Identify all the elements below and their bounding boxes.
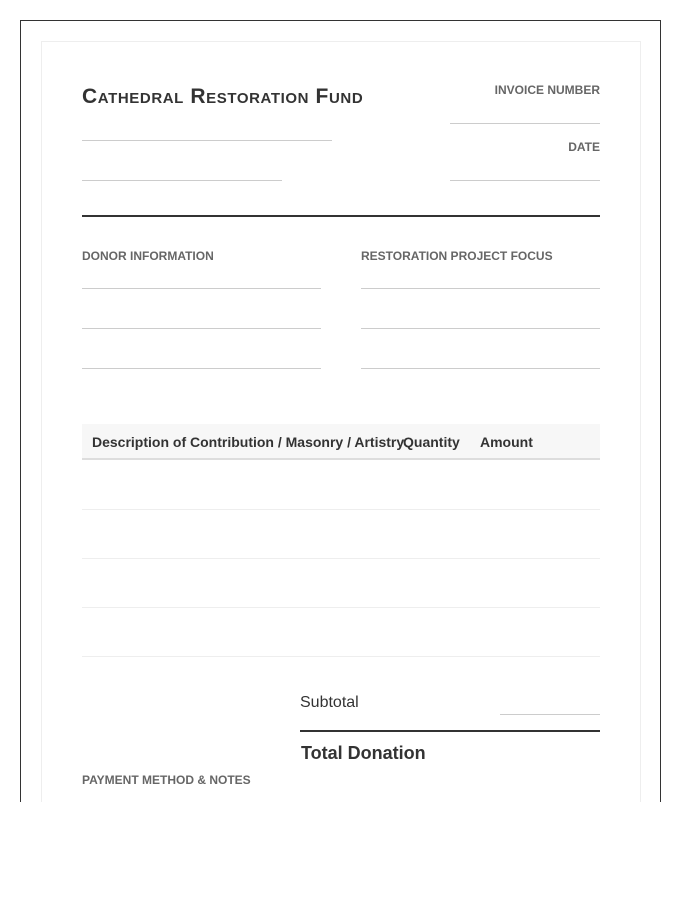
subtotal-label: Subtotal — [300, 694, 359, 711]
project-field-line-2[interactable] — [361, 328, 600, 329]
table-row[interactable] — [82, 559, 600, 607]
invoice-sheet — [41, 41, 641, 802]
date-field[interactable] — [450, 180, 600, 181]
table-row[interactable] — [82, 510, 600, 558]
restoration-project-focus-label: RESTORATION PROJECT FOCUS — [361, 249, 553, 263]
column-header-amount: Amount — [480, 434, 533, 450]
donor-field-line-2[interactable] — [82, 328, 321, 329]
document-title: Cathedral Restoration Fund — [82, 85, 364, 108]
total-donation-label: Total Donation — [301, 743, 426, 763]
table-row[interactable] — [82, 460, 600, 509]
donor-field-line-1[interactable] — [82, 288, 321, 289]
column-header-description: Description of Contribution / Masonry / Artistry — [92, 434, 405, 450]
table-row[interactable] — [82, 608, 600, 656]
invoice-number-label: INVOICE NUMBER — [494, 83, 600, 97]
header-divider — [82, 215, 600, 217]
project-field-line-1[interactable] — [361, 288, 600, 289]
invoice-number-field[interactable] — [450, 123, 600, 124]
totals-divider — [300, 730, 600, 732]
organization-address-line-1[interactable] — [82, 140, 332, 141]
subtotal-field[interactable] — [500, 714, 600, 715]
table-row-divider — [82, 656, 600, 657]
donor-information-label: DONOR INFORMATION — [82, 249, 214, 263]
donor-field-line-3[interactable] — [82, 368, 321, 369]
contribution-table-header — [82, 424, 600, 460]
project-field-line-3[interactable] — [361, 368, 600, 369]
column-header-quantity: Quantity — [403, 434, 460, 450]
date-label: DATE — [568, 140, 600, 154]
payment-method-notes-label: PAYMENT METHOD & NOTES — [82, 773, 251, 787]
organization-address-line-2[interactable] — [82, 180, 282, 181]
